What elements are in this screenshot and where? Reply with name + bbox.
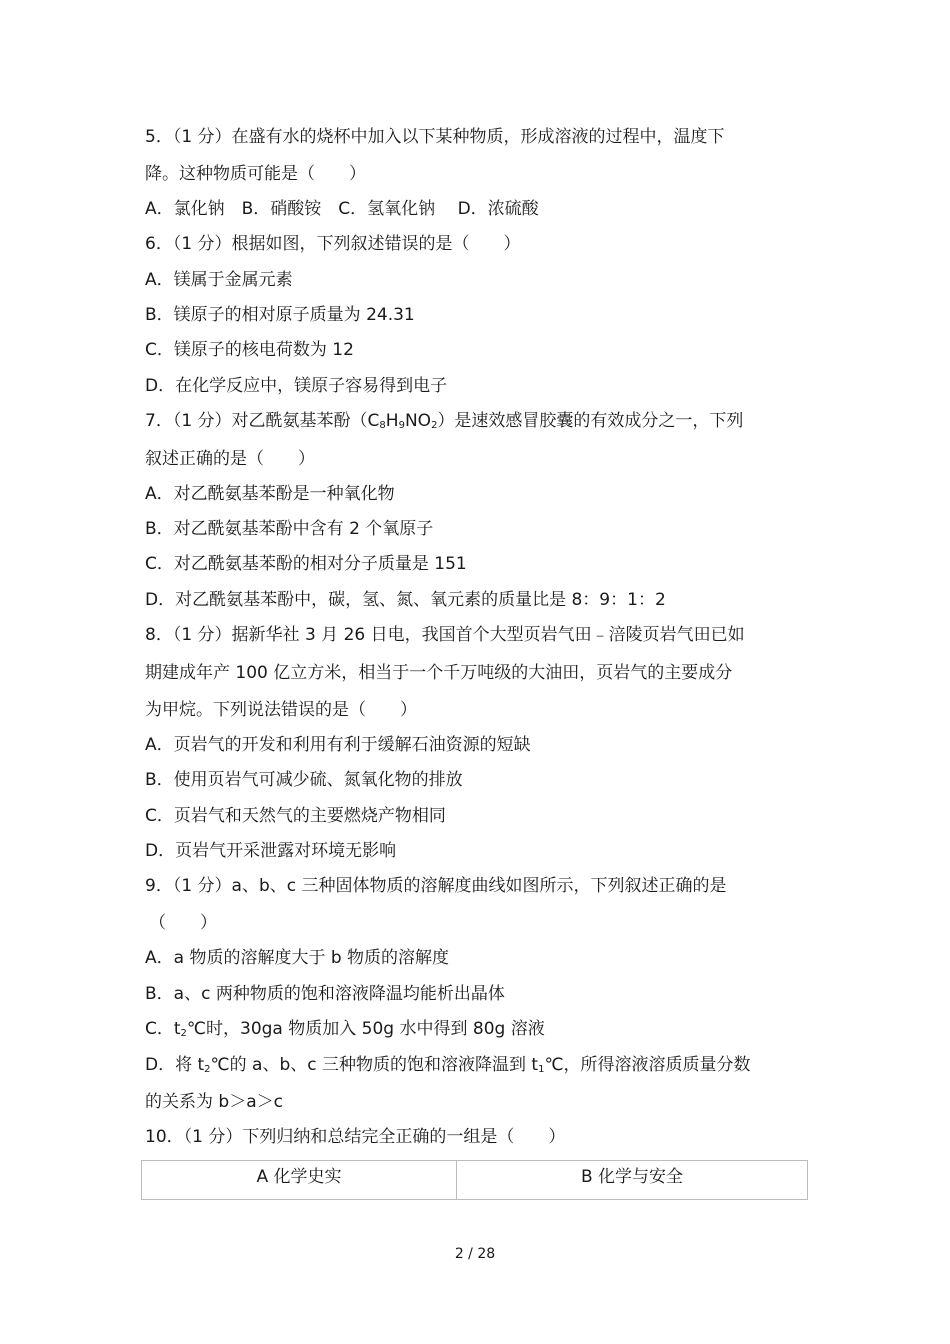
q8-option-b: B．使用页岩气可减少硫、氮氧化物的排放 xyxy=(145,770,463,790)
q6-option-c: C．镁原子的核电荷数为 12 xyxy=(145,340,354,360)
q8-option-a: A．页岩气的开发和利用有利于缓解石油资源的短缺 xyxy=(145,735,531,755)
q8-stem-line1: 8．（1 分）据新华社 3 月 26 日电，我国首个大型页岩气田﹣涪陵页岩气田已如 xyxy=(145,625,745,645)
q9-stem-line2: （ ） xyxy=(149,913,217,933)
q9-option-c-post: ℃时，30ga 物质加入 50g 水中得到 80g 溶液 xyxy=(186,1019,545,1039)
q9-option-c-sub: 2 xyxy=(180,1028,187,1039)
q9-option-d-mid: ℃的 a、b、c 三种物质的饱和溶液降温到 t xyxy=(210,1055,539,1075)
q5-stem-line1: 5．（1 分）在盛有水的烧杯中加入以下某种物质，形成溶液的过程中，温度下 xyxy=(145,127,725,147)
q9-option-c-pre: C．t xyxy=(145,1019,181,1039)
q7-stem-line2: 叙述正确的是（ ） xyxy=(145,449,315,469)
q6-option-a: A．镁属于金属元素 xyxy=(145,270,293,290)
q6-option-d: D．在化学反应中，镁原子容易得到电子 xyxy=(145,376,448,396)
q7-formula-sub8: 8 xyxy=(379,420,386,431)
q9-option-d-post: ℃，所得溶液溶质质量分数 xyxy=(544,1055,751,1075)
q6-stem: 6．（1 分）根据如图，下列叙述错误的是（ ） xyxy=(145,234,521,254)
q7-option-c: C．对乙酰氨基苯酚的相对分子质量是 151 xyxy=(145,554,467,574)
q7-formula-h: H xyxy=(385,411,399,431)
q9-option-b: B．a、c 两种物质的饱和溶液降温均能析出晶体 xyxy=(145,984,505,1004)
q7-stem-pre: 7．（1 分）对乙酰氨基苯酚（C xyxy=(145,411,380,431)
q10-table xyxy=(141,1160,808,1200)
q5-stem-line2: 降。这种物质可能是（ ） xyxy=(145,164,366,184)
q7-formula-no: NO xyxy=(404,411,432,431)
q9-option-a: A．a 物质的溶解度大于 b 物质的溶解度 xyxy=(145,948,450,968)
q10-stem: 10．（1 分）下列归纳和总结完全正确的一组是（ ） xyxy=(145,1127,566,1147)
q5-options: A．氯化钠 B．硝酸铵 C．氢氧化钠 D．浓硫酸 xyxy=(145,199,539,219)
q7-stem-line1 xyxy=(145,410,743,437)
q7-option-d: D．对乙酰氨基苯酚中，碳，氢、氮、氧元素的质量比是 8：9：1：2 xyxy=(145,590,666,610)
q7-formula-sub2: 2 xyxy=(431,420,438,431)
q8-option-c: C．页岩气和天然气的主要燃烧产物相同 xyxy=(145,806,446,826)
q9-option-d-line1 xyxy=(145,1054,751,1081)
q9-option-d-sub2: 1 xyxy=(538,1064,545,1075)
q8-stem-line2: 期建成年产 100 亿立方米，相当于一个千万吨级的大油田，页岩气的主要成分 xyxy=(145,663,733,683)
q8-option-d: D．页岩气开采泄露对环境无影响 xyxy=(145,841,397,861)
q9-stem-line1: 9．（1 分）a、b、c 三种固体物质的溶解度曲线如图所示，下列叙述正确的是 xyxy=(145,876,727,896)
q9-option-d-line2: 的关系为 b＞a＞c xyxy=(145,1092,283,1112)
q7-option-b: B．对乙酰氨基苯酚中含有 2 个氧原子 xyxy=(145,519,434,539)
q9-option-d-sub1: 2 xyxy=(204,1064,211,1075)
q7-stem-post: ）是速效感冒胶囊的有效成分之一，下列 xyxy=(437,411,744,431)
q9-option-c xyxy=(145,1018,545,1045)
q7-formula-sub9: 9 xyxy=(398,420,405,431)
page-number: 2 / 28 xyxy=(454,1246,496,1262)
q10-table-header-a: A 化学史实 xyxy=(142,1161,457,1199)
q7-option-a: A．对乙酰氨基苯酚是一种氧化物 xyxy=(145,484,395,504)
q9-option-d-pre: D．将 t xyxy=(145,1055,205,1075)
q8-stem-line3: 为甲烷。下列说法错误的是（ ） xyxy=(145,700,417,720)
q6-option-b: B．镁原子的相对原子质量为 24.31 xyxy=(145,305,415,325)
q10-table-header-b: B 化学与安全 xyxy=(580,1167,684,1187)
